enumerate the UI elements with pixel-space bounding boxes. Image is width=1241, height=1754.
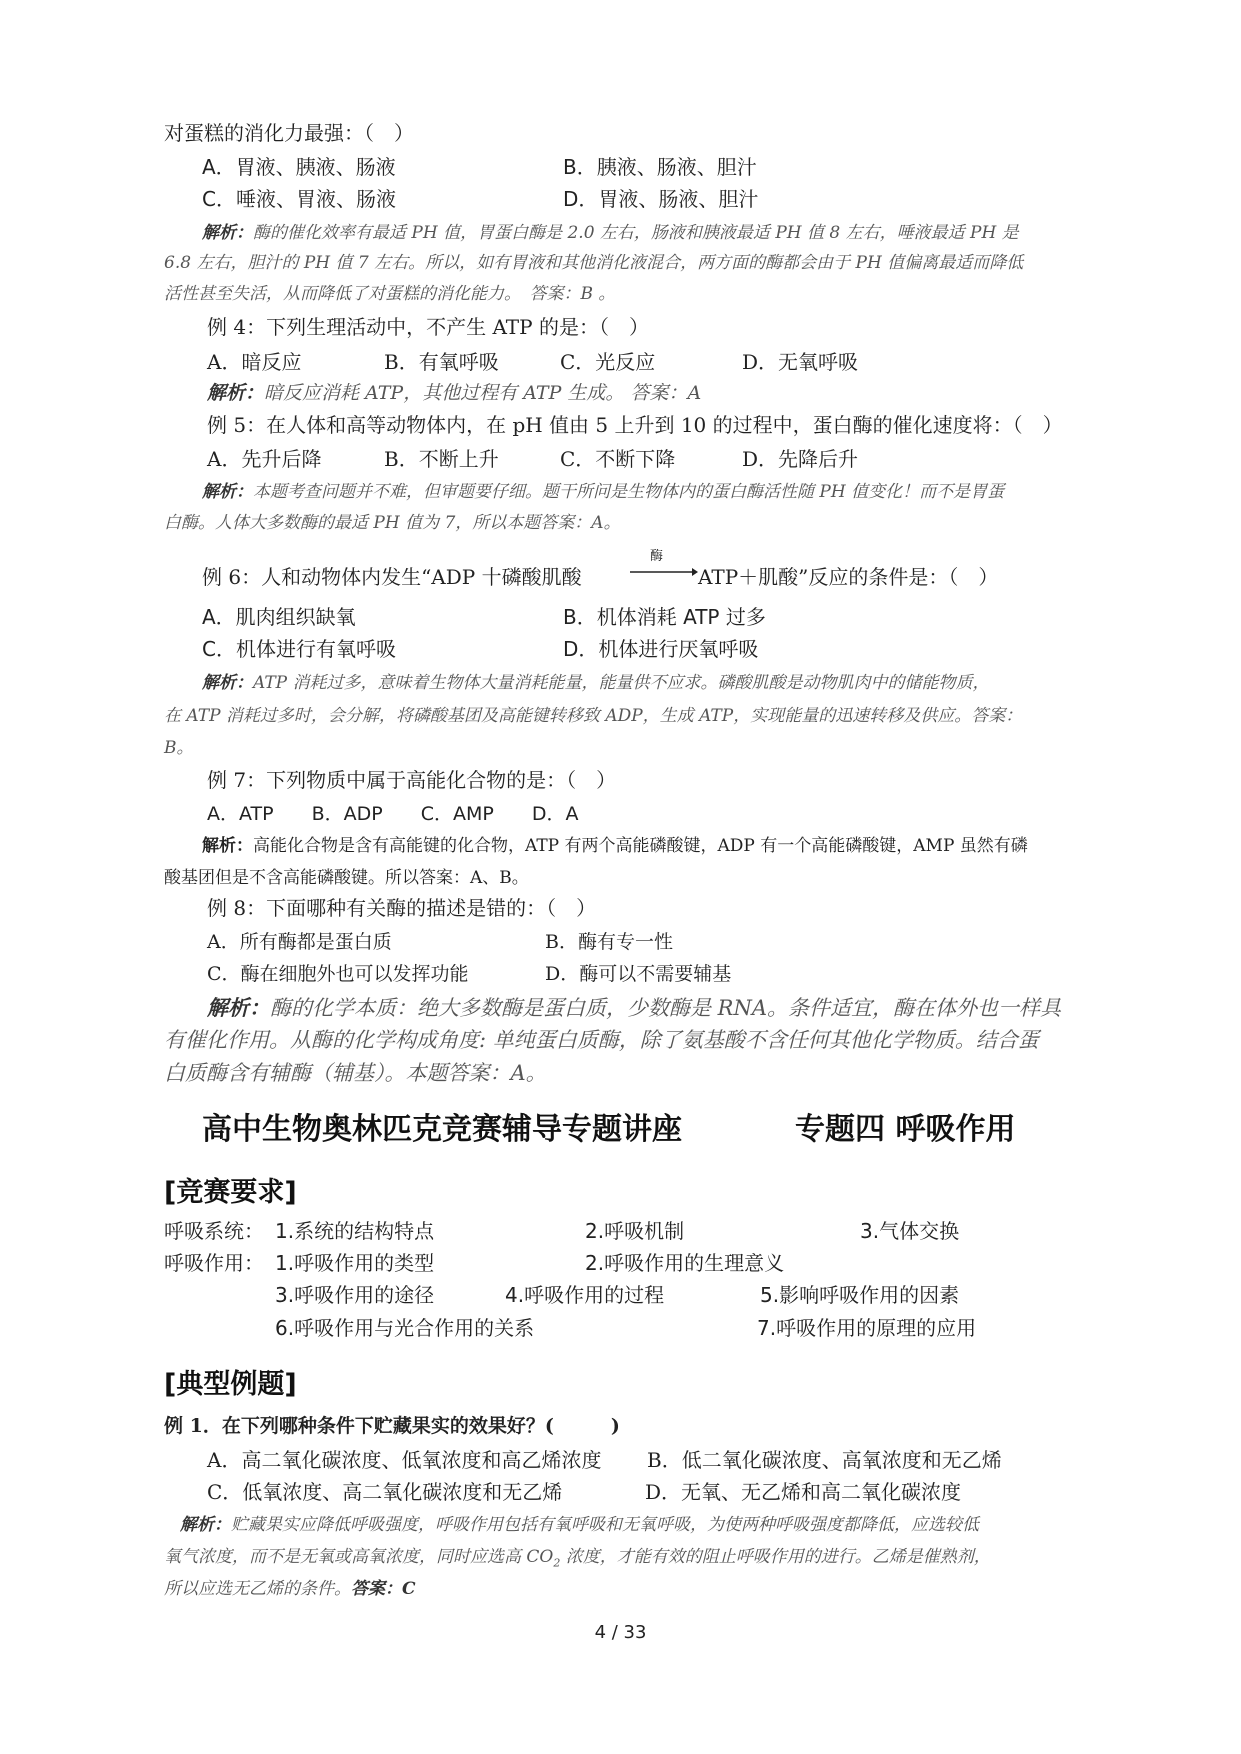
example-1-option-a: A．高二氧化碳浓度、低氧浓度和高乙烯浓度 <box>207 1448 602 1472</box>
lecture-topic: 专题四 呼吸作用 <box>795 1112 1016 1147</box>
q4-stem: 例 4：下列生理活动中，不产生 ATP 的是：（ ） <box>207 315 649 339</box>
q8-option-d: D．酶可以不需要辅基 <box>545 963 732 985</box>
q6-stem-suffix: ATP＋肌酸”反应的条件是：（ ） <box>698 565 999 589</box>
respiration-item-5: 5.影响呼吸作用的因素 <box>760 1283 960 1307</box>
example-1-option-b: B．低二氧化碳浓度、高氧浓度和无乙烯 <box>647 1448 1002 1472</box>
q4-option-b: B．有氧呼吸 <box>384 350 499 374</box>
q3-analysis-line-2: 6.8 左右，胆汁的 PH 值 7 左右。所以，如有胃液和其他消化液混合，两方面的酶都会由于 PH 值偏离最适而降低 <box>164 253 1024 273</box>
co2-subscript: 2 <box>553 1556 561 1570</box>
q8-stem: 例 8：下面哪种有关酶的描述是错的：（ ） <box>207 896 597 920</box>
q7-analysis-label: 解析： <box>202 836 253 856</box>
example-1-analysis-line-1 <box>180 1514 979 1536</box>
q6-arrow-label: 酶 <box>650 549 664 564</box>
example-1-answer: 答案：C <box>351 1579 416 1599</box>
q6-analysis-line-2: 在 ATP 消耗过多时，会分解，将磷酸基团及高能键转移致 ADP，生成 ATP，实现能量的迅速转移及供应。答案： <box>164 706 1023 726</box>
q7-stem: 例 7：下列物质中属于高能化合物的是：（ ） <box>207 768 617 792</box>
q7-options: A．ATP B．ADP C．AMP D．A <box>207 803 579 825</box>
q8-option-b: B．酶有专一性 <box>545 931 673 953</box>
q6-analysis-line-1 <box>202 672 990 694</box>
q8-option-c: C．酶在细胞外也可以发挥功能 <box>207 963 469 985</box>
respiration-item-4: 4.呼吸作用的过程 <box>505 1283 665 1307</box>
q3-option-d: D．胃液、肠液、胆汁 <box>563 187 759 211</box>
q8-analysis-line-1 <box>207 995 1061 1021</box>
resp-system-label: 呼吸系统： <box>164 1219 264 1243</box>
examples-heading: [典型例题] <box>164 1369 297 1400</box>
q4-option-d: D．无氧呼吸 <box>742 350 859 374</box>
q4-analysis-text: 暗反应消耗 ATP，其他过程有 ATP 生成。 答案：A <box>264 382 702 404</box>
q8-analysis-label: 解析： <box>207 995 270 1020</box>
example-1-analysis-text-2a: 氧气浓度，而不是无氧或高氧浓度，同时应选高 CO <box>164 1547 554 1567</box>
respiration-item-6: 6.呼吸作用与光合作用的关系 <box>275 1316 535 1340</box>
q3-option-c: C．唾液、胃液、肠液 <box>202 187 396 211</box>
q8-analysis-line-3: 白质酶含有辅酶（辅基）。本题答案：A。 <box>164 1061 547 1085</box>
q5-stem: 例 5：在人体和高等动物体内，在 pH 值由 5 上升到 10 的过程中，蛋白酶的催化速度将：（ ） <box>207 413 1063 437</box>
q3-analysis-label: 解析： <box>202 223 253 243</box>
q4-option-a: A．暗反应 <box>207 350 302 374</box>
example-1-option-c: C．低氧浓度、高二氧化碳浓度和无乙烯 <box>207 1480 563 1504</box>
respiration-item-1: 1.呼吸作用的类型 <box>275 1251 435 1275</box>
respiration-item-2: 2.呼吸作用的生理意义 <box>585 1251 785 1275</box>
example-1-analysis-line-2 <box>164 1546 991 1574</box>
lecture-title: 高中生物奥林匹克竞赛辅导专题讲座 <box>202 1112 682 1147</box>
resp-system-item-3: 3.气体交换 <box>860 1219 960 1243</box>
example-1-analysis-text-3: 所以应选无乙烯的条件。 <box>164 1579 351 1599</box>
q8-analysis-line-2: 有催化作用。从酶的化学构成角度: 单纯蛋白质酶，除了氨基酸不含任何其他化学物质。结合蛋 <box>164 1028 1039 1052</box>
resp-system-item-1: 1.系统的结构特点 <box>275 1219 435 1243</box>
q6-analysis-label: 解析： <box>202 673 253 693</box>
q5-option-c: C．不断下降 <box>560 447 676 471</box>
resp-system-item-2: 2.呼吸机制 <box>585 1219 685 1243</box>
q3-stem: 对蛋糕的消化力最强：（ ） <box>164 121 414 145</box>
q5-analysis-line-1 <box>202 481 1004 503</box>
q7-analysis-line-2: 酸基团但是不含高能磷酸键。所以答案：A、B。 <box>164 868 529 888</box>
example-1-option-d: D．无氧、无乙烯和高二氧化碳浓度 <box>645 1480 962 1504</box>
q4-option-c: C．光反应 <box>560 350 656 374</box>
q7-analysis-text-1: 高能化合物是含有高能键的化合物，ATP 有两个高能磷酸键，ADP 有一个高能磷酸键，AMP 虽然有磷 <box>253 836 1028 856</box>
example-1-analysis-label: 解析： <box>180 1515 231 1535</box>
q8-analysis-text-1: 酶的化学本质：绝大多数酶是蛋白质，少数酶是 RNA。条件适宜，酶在体外也一样具 <box>270 996 1062 1020</box>
respiration-item-3: 3.呼吸作用的途径 <box>275 1283 435 1307</box>
q5-option-a: A．先升后降 <box>207 447 322 471</box>
q5-option-b: B．不断上升 <box>384 447 499 471</box>
q5-option-d: D．先降后升 <box>742 447 859 471</box>
q4-analysis <box>207 382 701 404</box>
q6-option-b: B．机体消耗 ATP 过多 <box>563 605 766 629</box>
respiration-label: 呼吸作用： <box>164 1251 264 1275</box>
example-1-analysis-line-3 <box>164 1578 416 1600</box>
q6-stem-prefix: 例 6：人和动物体内发生“ADP 十磷酸肌酸 <box>202 565 582 589</box>
q6-analysis-line-3: B。 <box>164 738 194 758</box>
q5-analysis-text-1: 本题考查问题并不难，但审题要仔细。题干所问是生物体内的蛋白酶活性随 PH 值变化！而不是胃蛋 <box>253 482 1005 502</box>
page-number: 4 / 33 <box>594 1622 647 1643</box>
q6-analysis-text-1: ATP 消耗过多，意味着生物体大量消耗能量，能量供不应求。磷酸肌酸是动物肌肉中的储能物质， <box>253 673 990 693</box>
q5-analysis-label: 解析： <box>202 482 253 502</box>
q4-analysis-label: 解析： <box>207 382 265 404</box>
q6-option-a: A．肌肉组织缺氧 <box>202 605 356 629</box>
q6-option-c: C．机体进行有氧呼吸 <box>202 637 396 661</box>
q3-analysis-text-1: 酶的催化效率有最适 PH 值，胃蛋白酶是 2.0 左右，肠液和胰液最适 PH 值 8 左右，唾液最适 PH 是 <box>253 223 1019 243</box>
q8-option-a: A．所有酶都是蛋白质 <box>207 931 392 953</box>
q3-option-a: A．胃液、胰液、肠液 <box>202 155 396 179</box>
respiration-item-7: 7.呼吸作用的原理的应用 <box>757 1316 977 1340</box>
example-1-analysis-text-1: 贮藏果实应降低呼吸强度，呼吸作用包括有氧呼吸和无氧呼吸，为使两种呼吸强度都降低，应选较低 <box>231 1515 979 1535</box>
q5-analysis-line-2: 白酶。人体大多数酶的最适 PH 值为 7，所以本题答案：A。 <box>164 513 621 533</box>
q7-analysis-line-1 <box>202 834 1028 858</box>
q3-option-b: B．胰液、肠液、胆汁 <box>563 155 757 179</box>
q6-option-d: D．机体进行厌氧呼吸 <box>563 637 759 661</box>
q3-analysis-line-3: 活性甚至失活，从而降低了对蛋糕的消化能力。 答案：B 。 <box>164 284 616 304</box>
example-1-stem: 例 1．在下列哪种条件下贮藏果实的效果好？( ) <box>164 1415 620 1437</box>
q3-analysis-line-1 <box>202 222 1019 244</box>
requirements-heading: [竞赛要求] <box>164 1177 297 1208</box>
example-1-analysis-text-2b: 浓度，才能有效的阻止呼吸作用的进行。乙烯是催熟剂， <box>560 1547 991 1567</box>
